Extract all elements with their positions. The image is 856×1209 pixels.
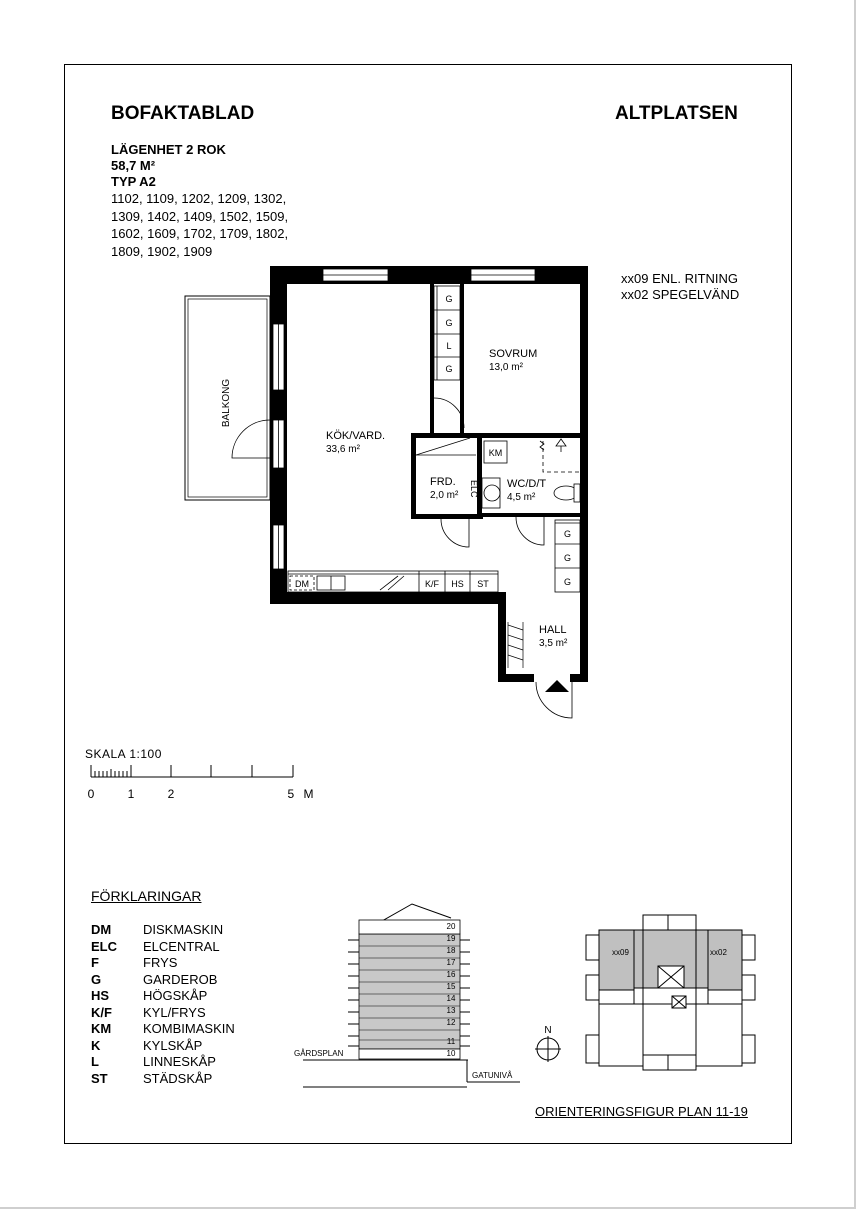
legend-description: HÖGSKÅP [143, 988, 208, 1003]
apartment-type: TYP A2 [111, 174, 156, 189]
wardrobe-label: G [563, 529, 572, 539]
keyplan-unit-label: xx02 [710, 948, 727, 957]
km-label: KM [488, 448, 503, 458]
sink [482, 478, 500, 508]
unit-numbers-line: 1602, 1609, 1702, 1709, 1802, [111, 226, 289, 241]
legend-code: KM [91, 1021, 112, 1036]
north-label: N [544, 1025, 552, 1036]
room-area-bedroom: 13,0 m² [489, 362, 523, 373]
orientation-keyplan [586, 915, 755, 1070]
cleaning-cupboard-label: ST [477, 579, 489, 589]
legend-code: K/F [91, 1004, 112, 1020]
legend-title: FÖRKLARINGAR [91, 888, 202, 904]
legend-code: G [91, 971, 102, 987]
room-name-kitchen-living: KÖK/VARD. [326, 430, 386, 442]
legend-description: FRYS [143, 955, 178, 970]
unit-numbers-line: 1309, 1402, 1409, 1502, 1509, [111, 208, 289, 224]
floor-number: 16 [446, 970, 456, 979]
project-name: ALTPLATSEN [615, 103, 738, 124]
keyplan-unit-label: xx09 [612, 948, 629, 957]
legend-description: STÄDSKÅP [143, 1070, 213, 1086]
tall-cabinet-label: HS [451, 579, 464, 589]
note-drawing: xx09 ENL. RITNING [621, 271, 739, 286]
kitchen-counter [288, 571, 498, 592]
room-area-bathroom: 4,5 m² [507, 492, 536, 503]
floor-number: 13 [446, 1006, 456, 1015]
scale-tick-label: 5 M [287, 787, 317, 801]
balcony-label: BALKONG [221, 378, 232, 428]
room-name-bedroom: SOVRUM [489, 348, 538, 360]
wardrobe-label: G [563, 577, 572, 587]
scale-tick-label: 2 [167, 787, 175, 801]
apartment-area: 58,7 M² [111, 158, 156, 173]
scale-bar [91, 765, 293, 777]
room-name-hall: HALL [539, 624, 567, 636]
floor-number: 12 [446, 1018, 456, 1027]
building-section [303, 904, 520, 1087]
unit-numbers-line: 1102, 1109, 1202, 1209, 1302, [111, 191, 287, 206]
legend-description: KYL/FRYS [143, 1004, 206, 1020]
legend-code: F [91, 955, 99, 970]
wardrobe-label: G [445, 294, 453, 304]
doc-title: BOFAKTABLAD [111, 103, 255, 124]
legend-description: GARDEROB [143, 971, 218, 987]
exterior-walls [270, 266, 588, 682]
floor-number: 20 [446, 922, 456, 931]
room-name-pantry: FRD. [430, 476, 456, 488]
unit-numbers-line: 1809, 1902, 1909 [111, 243, 213, 259]
legend-description: LINNESKÅP [143, 1054, 216, 1069]
linen-cupboard-label: L [446, 341, 452, 351]
legend-code: ST [91, 1070, 108, 1086]
legend-code: HS [91, 988, 110, 1003]
scale-tick-label: 0 [87, 787, 95, 801]
room-area-pantry: 2,0 m² [430, 490, 459, 501]
floor-number: 18 [446, 946, 456, 955]
room-area-kitchen-living: 33,6 m² [326, 444, 360, 455]
street-level-label: GATUNIVÅ [472, 1071, 513, 1080]
courtyard-level-label: GÅRDSPLAN [294, 1049, 344, 1058]
wardrobe-label: G [445, 318, 453, 328]
legend-code: L [91, 1054, 99, 1069]
wardrobe-label: G [563, 553, 572, 563]
floor-number: 10 [446, 1049, 456, 1058]
window-group [273, 269, 538, 569]
legend-description: ELCENTRAL [143, 938, 220, 954]
legend-description: KYLSKÅP [143, 1037, 203, 1053]
legend-code: ELC [91, 938, 117, 954]
scale-tick-label: 1 [127, 787, 135, 801]
wardrobe-label: G [445, 364, 453, 374]
scale-label: SKALA 1:100 [85, 747, 162, 761]
room-area-hall: 3,5 m² [539, 638, 568, 649]
legend-description: DISKMASKIN [143, 922, 224, 937]
floor-number: 19 [446, 934, 456, 943]
legend-code: K [91, 1037, 101, 1053]
hall-shelving [508, 622, 523, 668]
floor-number: 15 [446, 982, 456, 991]
orientation-caption: ORIENTERINGSFIGUR PLAN 11-19 [535, 1104, 748, 1119]
floor-number: 11 [446, 1037, 456, 1046]
fridge-freezer-label: K/F [424, 579, 440, 589]
floor-number: 17 [446, 958, 456, 967]
apartment-label: LÄGENHET 2 ROK [111, 142, 226, 157]
room-name-bathroom: WC/D/T [507, 478, 547, 490]
entrance-opening [534, 674, 570, 682]
north-arrow-icon [535, 1036, 561, 1062]
dishwasher-label: DM [295, 579, 309, 589]
note-mirrored: xx02 SPEGELVÄND [621, 287, 740, 302]
legend-code: DM [91, 922, 112, 937]
elc-label: ELC [469, 480, 479, 498]
floor-number: 14 [446, 994, 456, 1003]
legend-description: KOMBIMASKIN [143, 1021, 235, 1036]
